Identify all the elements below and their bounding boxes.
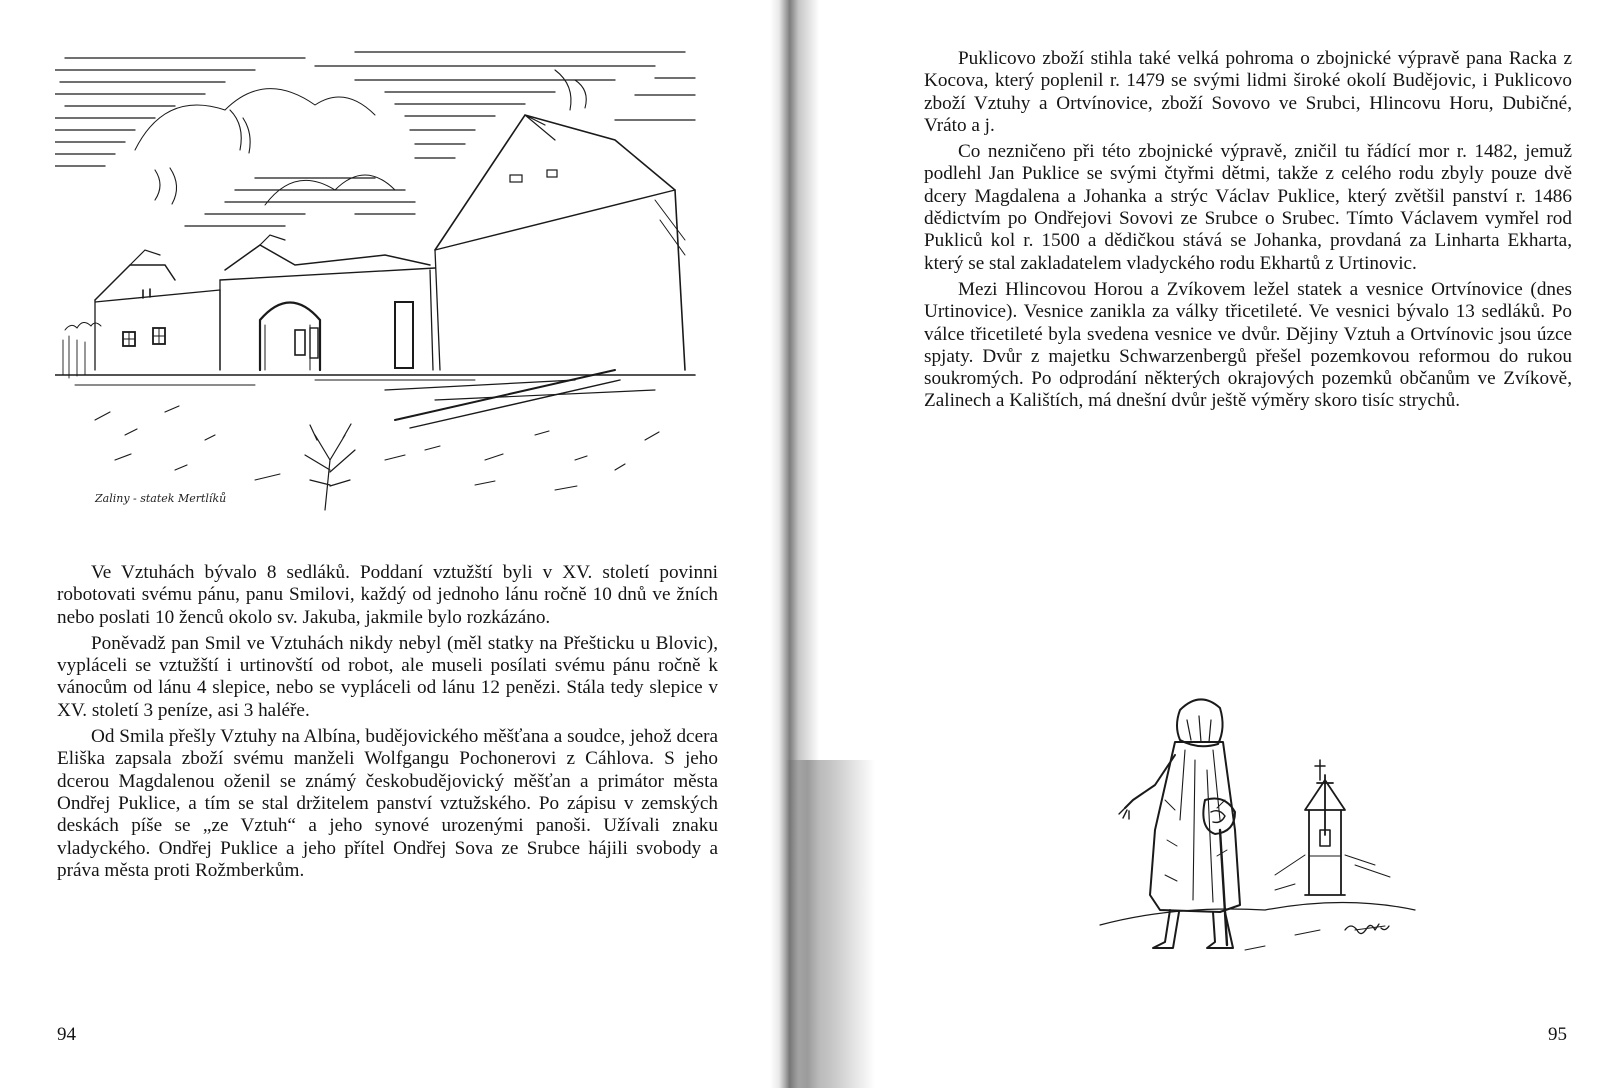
paragraph: Poněvadž pan Smil ve Vztuhách nikdy nebyl (měl statky na Přešticku u Blovic), vypláceli se vztužští i urtinovští od robot, ale museli posílati svému pánu ročně k vánocům od lánu 4 slepice, nebo se vypláceli od lánu 12 penězi. Stála tedy slepice v XV. století 3 peníze, asi 3 haléře.	[57, 632, 718, 721]
paragraph: Ve Vztuhách bývalo 8 sedláků. Poddaní vztužští byli v XV. století povinni robotovati svému pánu, panu Smilovi, každý od jednoho lánu ročně 10 dnů ve žních nebo poslati 10 ženců okolo sv. Jakuba, jakmile bylo rozkázáno.	[57, 562, 718, 628]
paragraph: Mezi Hlincovou Horou a Zvíkovem ležel statek a vesnice Ortvínovice (dnes Urtinovice). Vesnice zanikla za války třicetileté. Ve vesnici bývalo 13 sedláků. Po válce třicetileté byla svedena vesnice ve dvůr. Dějiny Vztuh a Ortvínovic jsou úzce spjaty. Dvůr z majetku Schwarzenbergů přešel pozemkovou reformou do rukou soukromých. Po odprodání některých okrajových pozemků občanům ve Zvíkově, Zalinech a Kalištích, má dnešní dvůr ještě výměry skoro tisíc strychů.	[924, 278, 1572, 412]
farmstead-illustration	[55, 40, 715, 530]
paragraph: Puklicovo zboží stihla také velká pohroma o zbojnické výpravě pana Racka z Kocova, který poplenil r. 1479 se svými lidmi široké okolí Budějovic, i Puklicovo zboží Vztuhy a Ortvínovice, zboží Sovovo ve Srubci, Hlincovu Horu, Dubičné, Vráto a j.	[924, 48, 1572, 136]
left-page	[0, 0, 770, 1088]
right-page-text	[924, 48, 1572, 413]
paragraph: Od Smila přešly Vztuhy na Albína, budějovického měšťana a soudce, jehož dcera Eliška zapsala zboží svému manželi Wolfgangu Pochonerovi z Cáhlova. S jeho dcerou Magdalenou oženil se známý českobudějovický měšťan a primátor města Ondřej Puklice, a tím se stal držitelem panství vztužského. Po zápisu v zemských deskách píše se „ze Vztuh“ a jeho synové urozenými panoši. Užívali znaku vladyckého. Ondřej Puklice a jeho přítel Ondřej Sova ze Srubce hájili svobody a práva města proti Rožmberkům.	[57, 726, 718, 881]
wanderer-with-shrine-illustration	[1095, 680, 1425, 980]
page-number: 94	[57, 1024, 76, 1045]
page-number: 95	[1548, 1024, 1567, 1045]
figure-caption: Zaliny - statek Mertlíků	[95, 492, 227, 505]
left-page-text	[57, 562, 718, 882]
paragraph: Co nezničeno při této zbojnické výpravě, zničil tu řádící mor r. 1482, jemuž podlehl Jan Puklice se svými čtyřmi dětmi, takže z celého rodu zbyly pouze dvě dcery Magdalena a Johanka a strýc Václav Puklice, který zvětšil panství r. 1486 dědictvím po Ondřejovi Sovovi ze Srubce o Srubec. Tímto Václavem vymřel rod Pukliců kol r. 1500 a dědičkou stává se Johanka, provdaná za Linharta Ekharta, který se stal zakladatelem vladyckého rodu Ekhartů z Urtinovic.	[924, 141, 1572, 274]
right-page	[860, 0, 1624, 1088]
